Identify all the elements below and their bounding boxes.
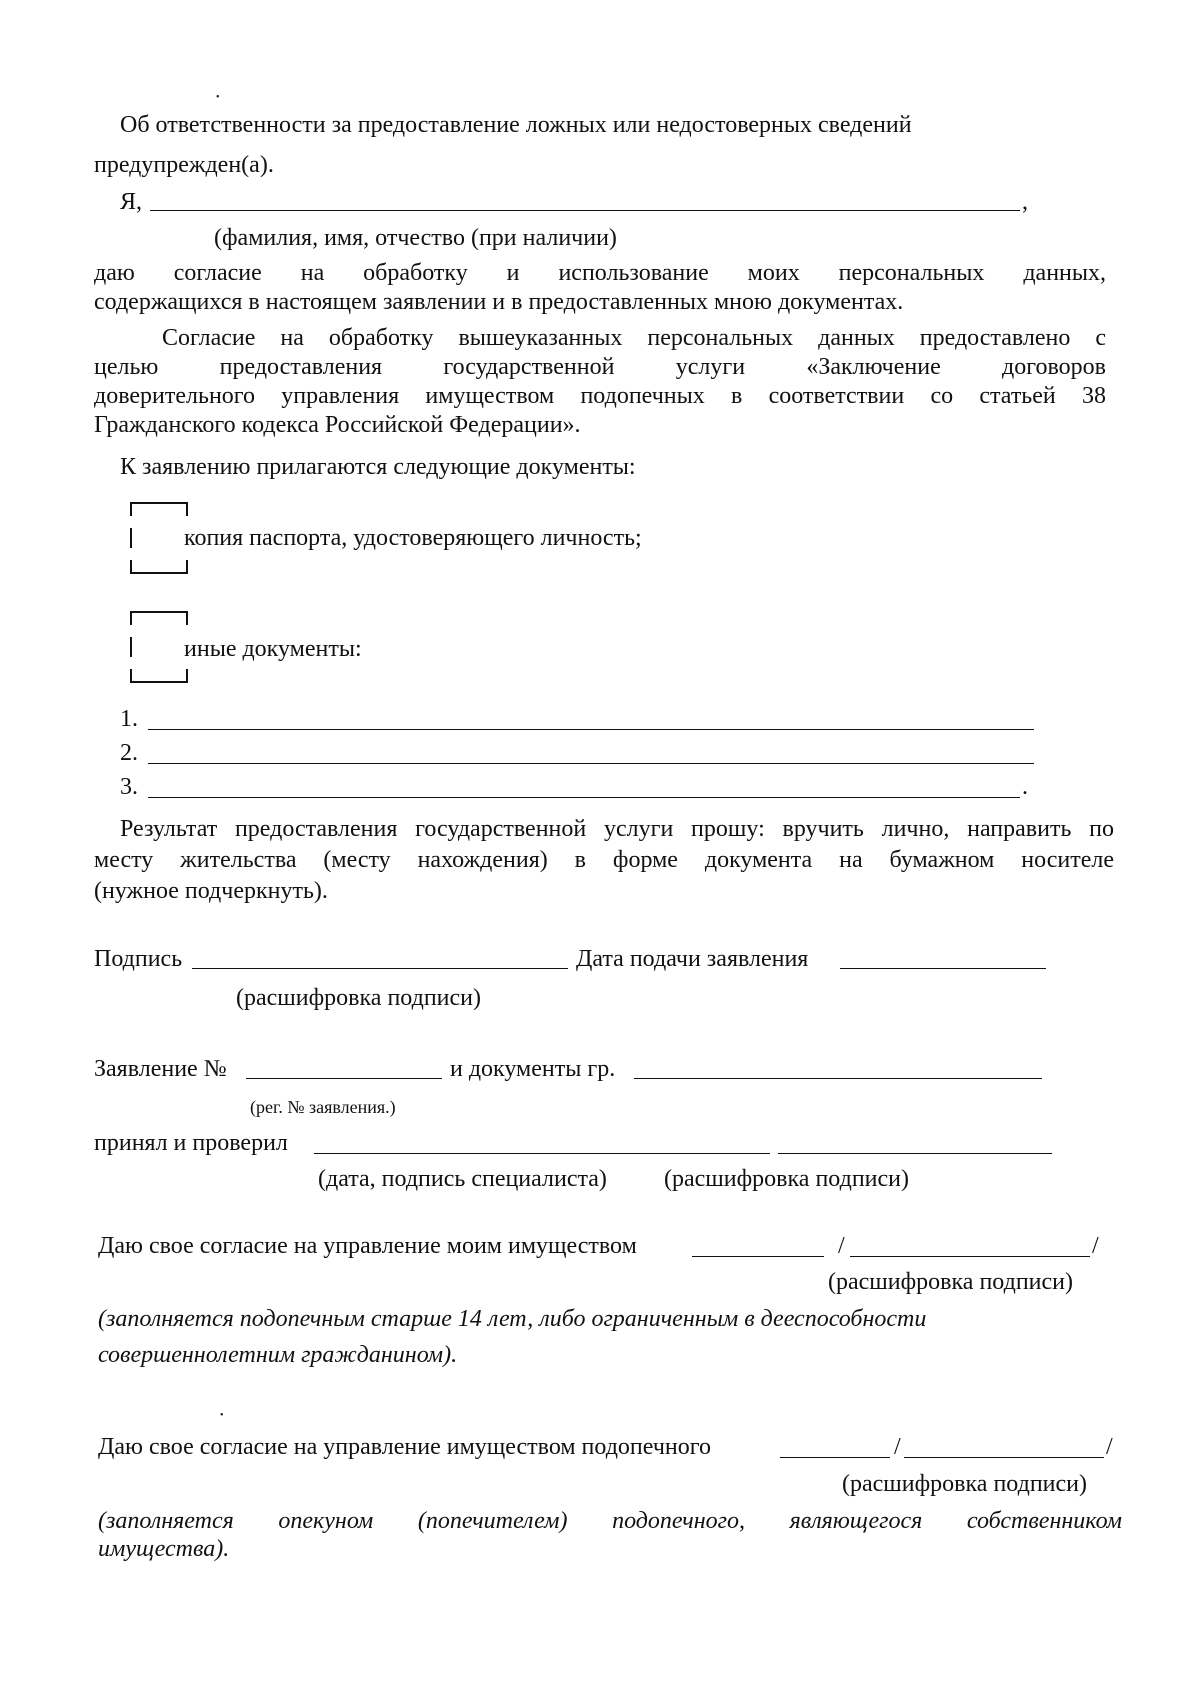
specialist-decode-caption: (расшифровка подписи) bbox=[664, 1166, 909, 1192]
ya-prefix: Я, bbox=[120, 189, 143, 215]
signature-caption: (расшифровка подписи) bbox=[236, 985, 481, 1011]
documents-citizen-label: и документы гр. bbox=[450, 1056, 616, 1082]
ward-note-line-2: совершеннолетним гражданином). bbox=[98, 1342, 458, 1368]
ward-note-line-1: (заполняется подопечным старше 14 лет, либо ограниченным в дееспособности bbox=[98, 1306, 927, 1332]
guardian-consent-text: Даю свое согласие на управление имуществом подопечного bbox=[98, 1434, 711, 1460]
consent-line-1: даю согласие на обработку и использование моих персональных данных, bbox=[94, 260, 1106, 286]
specialist-date-signature-field[interactable] bbox=[314, 1153, 770, 1154]
doc-field-1[interactable] bbox=[148, 729, 1034, 730]
passport-copy-label: копия паспорта, удостоверяющего личность; bbox=[184, 525, 642, 551]
guardian-note-line-1: (заполняется опекуном (попечителем) подопечного, являющегося собственником bbox=[98, 1508, 1122, 1534]
purpose-line-4: Гражданского кодекса Российской Федерации». bbox=[94, 412, 581, 438]
ya-suffix: , bbox=[1022, 189, 1028, 215]
signature-field[interactable] bbox=[192, 968, 568, 969]
guardian-decode-field[interactable] bbox=[904, 1457, 1104, 1458]
scan-mark: • bbox=[220, 1410, 224, 1421]
result-line-1: Результат предоставления государственной услуги прошу: вручить лично, направить по bbox=[120, 816, 1114, 842]
ward-consent-text: Даю свое согласие на управление моим имуществом bbox=[98, 1233, 637, 1259]
consent-line-2: содержащихся в настоящем заявлении и в предоставленных мною документах. bbox=[94, 289, 904, 315]
warning-line-1: Об ответственности за предоставление ложных или недостоверных сведений bbox=[120, 112, 912, 138]
result-line-2: месту жительства (месту нахождения) в форме документа на бумажном носителе bbox=[94, 847, 1114, 873]
purpose-line-2: целью предоставления государственной услуги «Заключение договоров bbox=[94, 354, 1106, 380]
specialist-decode-field[interactable] bbox=[778, 1153, 1052, 1154]
guardian-slash-2: / bbox=[1106, 1434, 1113, 1460]
warning-line-2: предупрежден(а). bbox=[94, 152, 274, 178]
other-docs-label: иные документы: bbox=[184, 636, 362, 662]
ward-decode-caption: (расшифровка подписи) bbox=[828, 1269, 1073, 1295]
attachments-heading: К заявлению прилагаются следующие документы: bbox=[120, 454, 636, 480]
guardian-decode-caption: (расшифровка подписи) bbox=[842, 1471, 1087, 1497]
ward-decode-field[interactable] bbox=[850, 1256, 1090, 1257]
guardian-slash-1: / bbox=[894, 1434, 901, 1460]
ward-slash-2: / bbox=[1092, 1233, 1099, 1259]
purpose-line-1: Согласие на обработку вышеуказанных персональных данных предоставлено с bbox=[162, 325, 1106, 351]
doc-number-1: 1. bbox=[120, 706, 138, 732]
scan-mark: • bbox=[216, 92, 220, 103]
doc-field-3[interactable] bbox=[148, 797, 1020, 798]
guardian-note-line-2: имущества). bbox=[98, 1536, 230, 1562]
guardian-signature-field[interactable] bbox=[780, 1457, 890, 1458]
fio-field[interactable] bbox=[150, 210, 1020, 211]
passport-checkbox[interactable] bbox=[130, 502, 186, 574]
submission-date-field[interactable] bbox=[840, 968, 1046, 969]
specialist-date-caption: (дата, подпись специалиста) bbox=[318, 1166, 607, 1192]
submission-date-label: Дата подачи заявления bbox=[576, 946, 809, 972]
purpose-line-3: доверительного управления имуществом подопечных в соответствии со статьей 38 bbox=[94, 383, 1106, 409]
doc-number-2: 2. bbox=[120, 740, 138, 766]
doc-number-3: 3. bbox=[120, 774, 138, 800]
ward-slash-1: / bbox=[838, 1233, 845, 1259]
citizen-name-field[interactable] bbox=[634, 1078, 1042, 1079]
application-number-label: Заявление № bbox=[94, 1056, 227, 1082]
result-line-3: (нужное подчеркнуть). bbox=[94, 878, 328, 904]
other-docs-checkbox[interactable] bbox=[130, 611, 186, 683]
signature-label: Подпись bbox=[94, 946, 183, 972]
application-number-field[interactable] bbox=[246, 1078, 442, 1079]
fio-caption: (фамилия, имя, отчество (при наличии) bbox=[214, 225, 617, 251]
ward-signature-field[interactable] bbox=[692, 1256, 824, 1257]
reg-number-caption: (рег. № заявления.) bbox=[250, 1097, 396, 1117]
doc-field-2[interactable] bbox=[148, 763, 1034, 764]
doc-end-period: . bbox=[1022, 774, 1028, 800]
accepted-label: принял и проверил bbox=[94, 1130, 288, 1156]
